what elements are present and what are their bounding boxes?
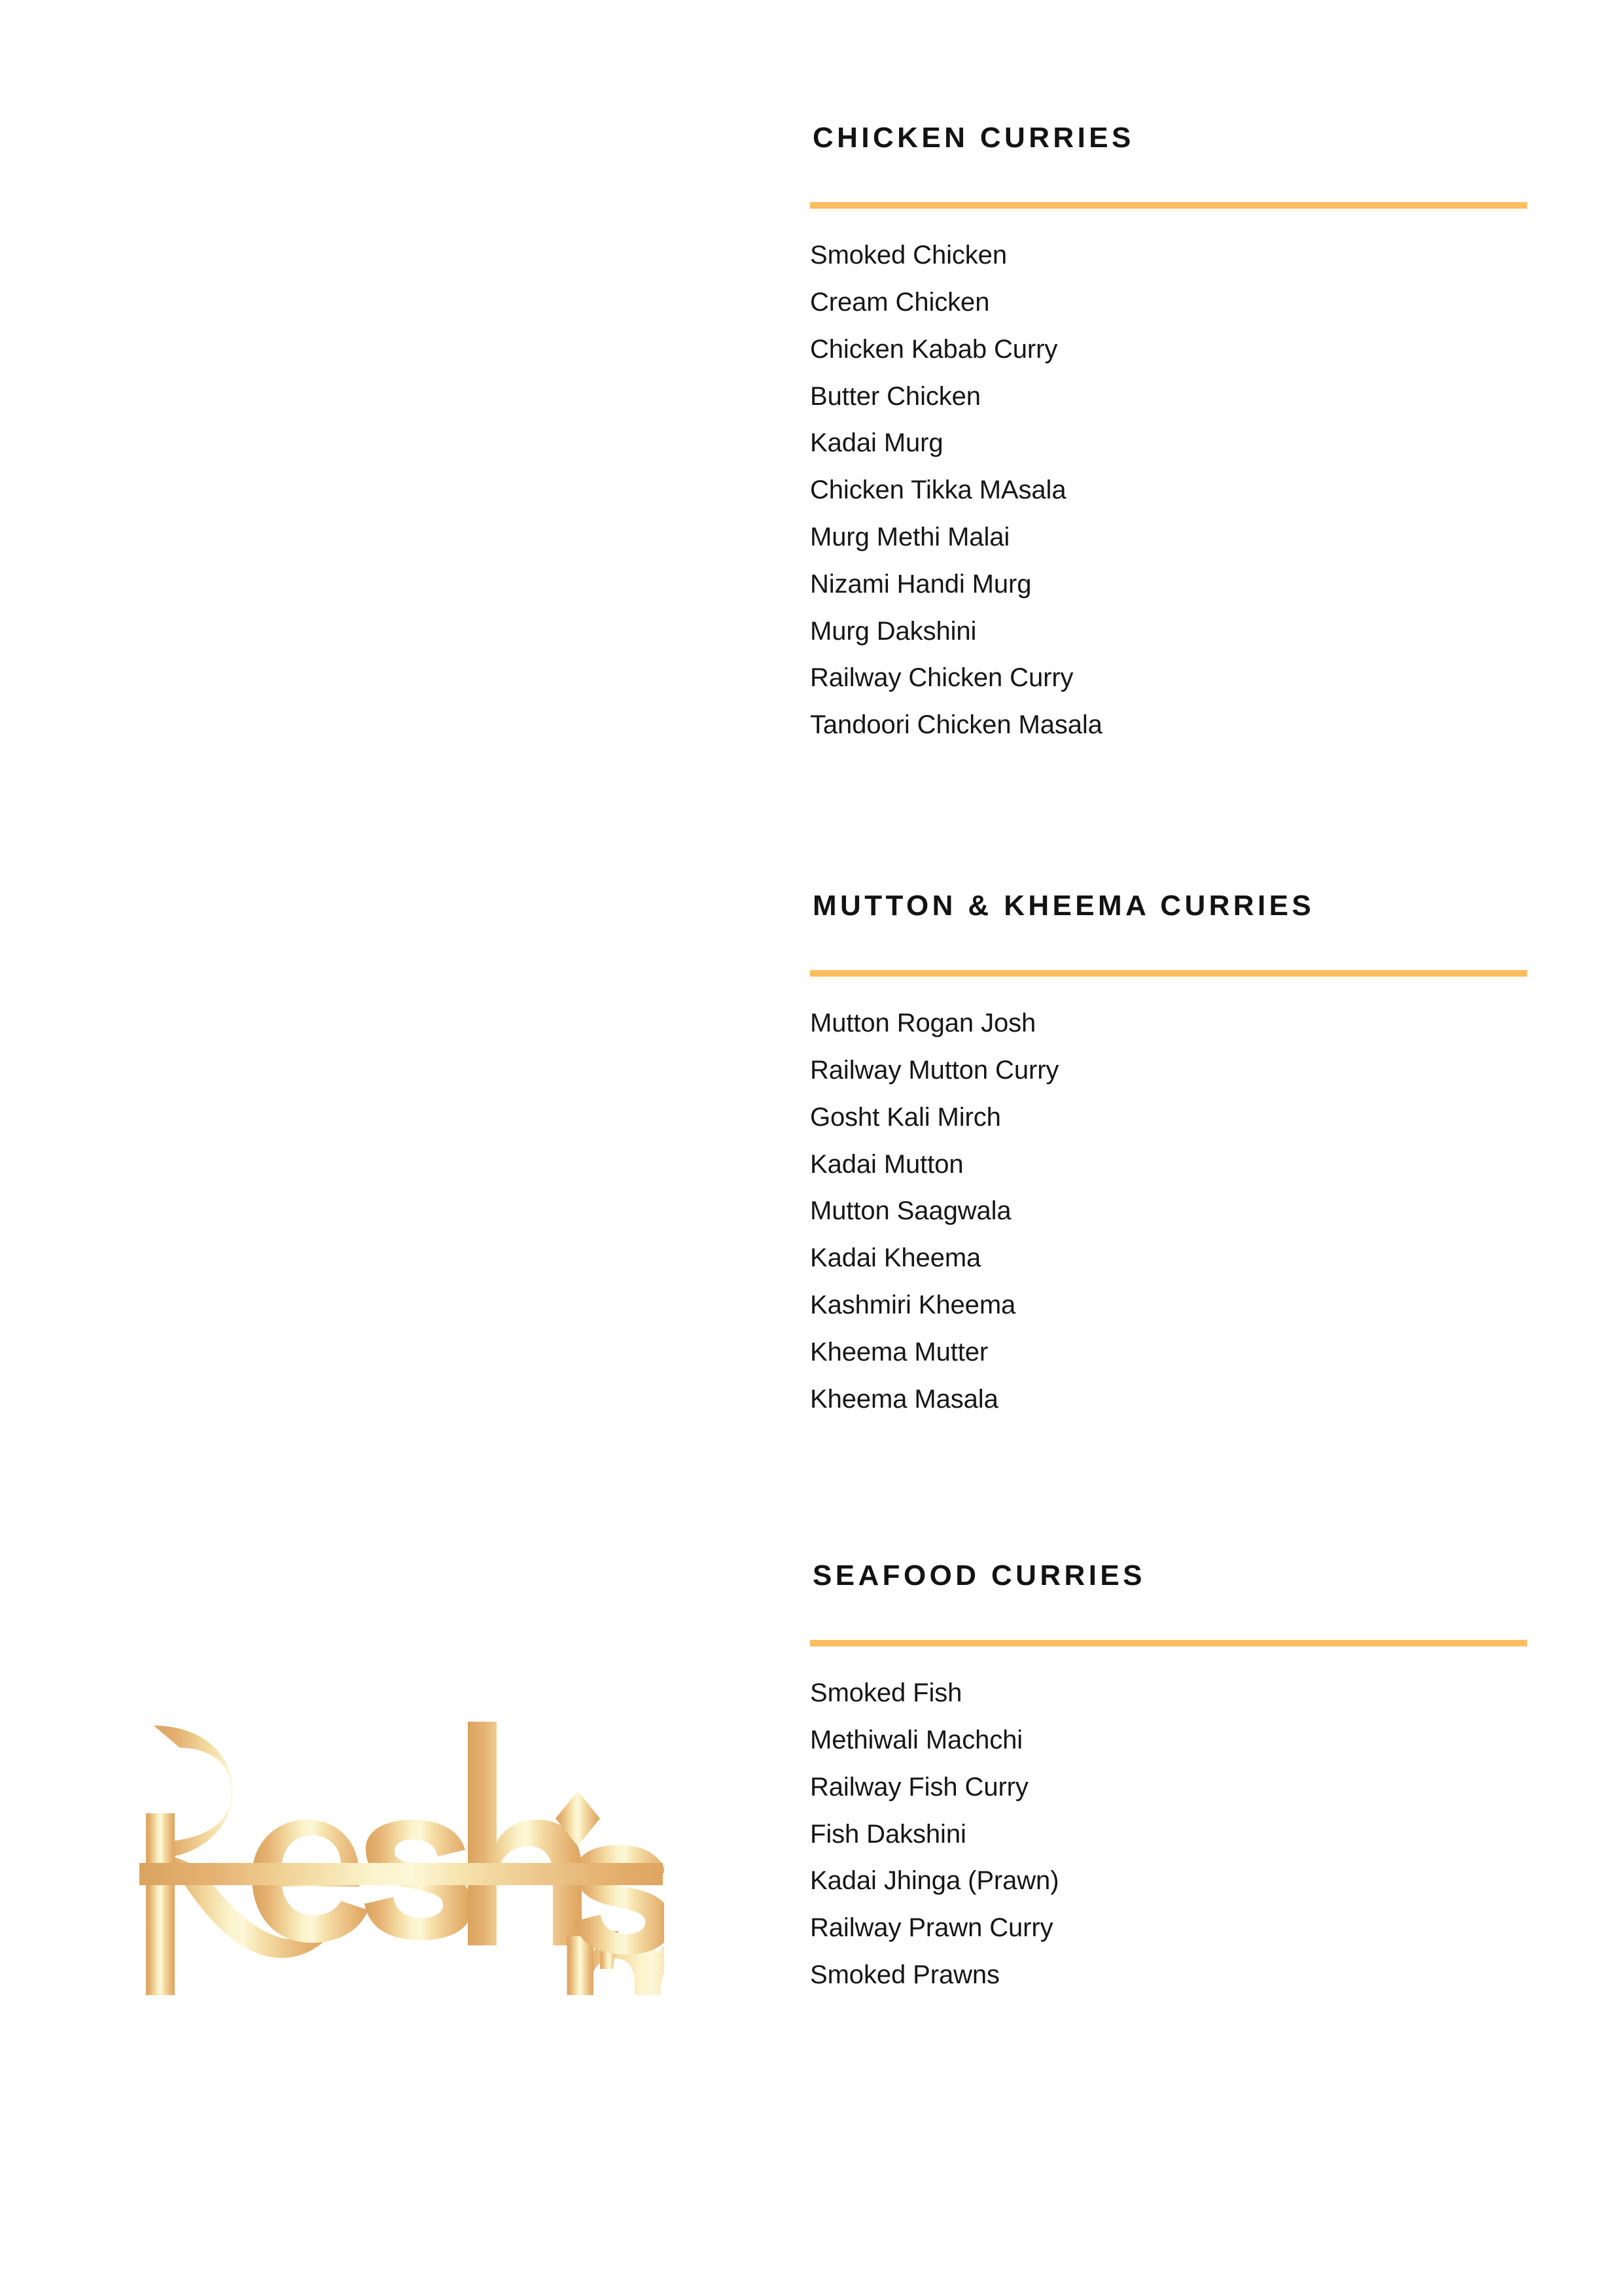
menu-item: Nizami Handi Murg (810, 569, 1032, 599)
menu-item: Cream Chicken (810, 287, 990, 317)
menu-item: Railway Prawn Curry (810, 1913, 1053, 1943)
menu-item: Kadai Murg (810, 428, 943, 458)
logo-crossbar (139, 1863, 663, 1885)
menu-item: Smoked Prawns (810, 1960, 1000, 1989)
section-heading-seafood-curries: SEAFOOD CURRIES (813, 1559, 1146, 1592)
logo-letter-h (468, 1722, 582, 1945)
reshmis-logo (128, 1714, 664, 1995)
menu-item: Murg Dakshini (810, 616, 977, 646)
menu-item: Kheema Masala (810, 1384, 998, 1414)
menu-item: Tandoori Chicken Masala (810, 710, 1102, 740)
menu-item-list-seafood (810, 1670, 1530, 1999)
menu-item: Kadai Jhinga (Prawn) (810, 1866, 1059, 1896)
menu-item: Butter Chicken (810, 381, 981, 411)
section-heading-mutton-kheema-curries: MUTTON & KHEEMA CURRIES (813, 890, 1315, 922)
menu-section-mutton-kheema-curries (810, 891, 1530, 1423)
menu-column (810, 0, 1530, 2296)
menu-item: Kheema Mutter (810, 1337, 989, 1366)
menu-item: Railway Mutton Curry (810, 1055, 1059, 1085)
menu-item: Chicken Kabab Curry (810, 334, 1058, 364)
menu-item-list-chicken (810, 232, 1530, 749)
menu-item: Railway Fish Curry (810, 1772, 1029, 1801)
menu-item: Kadai Mutton (810, 1149, 964, 1179)
menu-item: Murg Methi Malai (810, 522, 1010, 551)
logo-artwork (128, 1714, 664, 1995)
menu-item: Fish Dakshini (810, 1819, 966, 1849)
section-divider-rule (810, 970, 1527, 977)
section-divider-rule (810, 1640, 1527, 1646)
menu-item-list-mutton (810, 1000, 1530, 1423)
menu-item: Railway Chicken Curry (810, 663, 1074, 693)
menu-item: Mutton Saagwala (810, 1196, 1012, 1226)
menu-item: Gosht Kali Mirch (810, 1102, 1001, 1132)
menu-section-seafood-curries (810, 1561, 1530, 1999)
menu-section-chicken-curries (810, 123, 1530, 749)
logo-letter-r-stem (146, 1813, 175, 1995)
menu-item: Chicken Tikka MAsala (810, 476, 1067, 505)
menu-item: Mutton Rogan Josh (810, 1009, 1036, 1038)
logo-letter-s-final (574, 1845, 664, 1955)
section-divider-rule (810, 202, 1527, 209)
menu-item: Kadai Kheema (810, 1244, 981, 1273)
menu-item: Kashmiri Kheema (810, 1290, 1016, 1319)
menu-item: Smoked Fish (810, 1679, 962, 1708)
section-heading-chicken-curries: CHICKEN CURRIES (813, 122, 1135, 154)
menu-item: Smoked Chicken (810, 241, 1007, 270)
menu-item: Methiwali Machchi (810, 1725, 1023, 1754)
